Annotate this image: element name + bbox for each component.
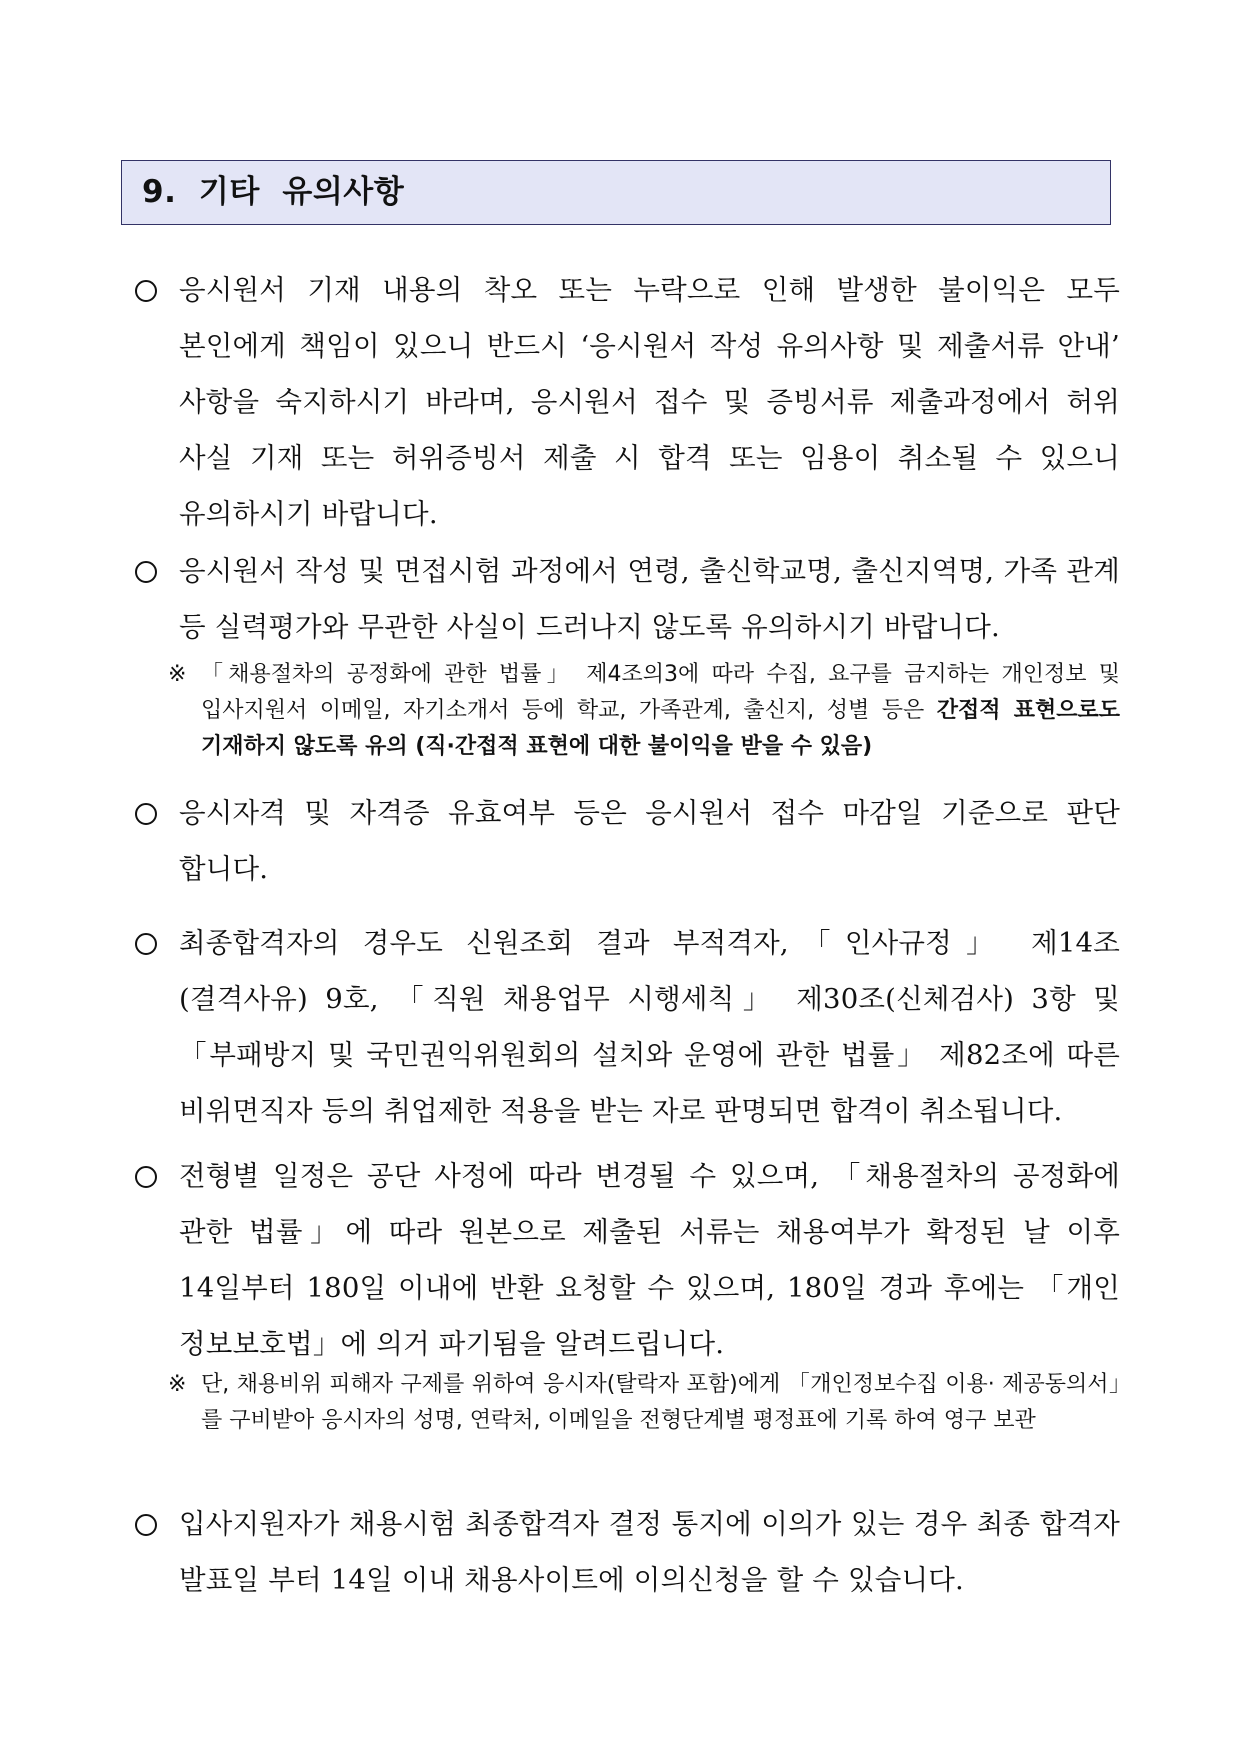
circle-bullet-icon bbox=[135, 1166, 157, 1188]
circle-bullet-icon bbox=[135, 1514, 157, 1536]
note-text bbox=[201, 657, 1120, 765]
list-item bbox=[135, 1496, 1120, 1608]
note bbox=[168, 657, 1120, 765]
circle-bullet-icon bbox=[135, 933, 157, 955]
reference-mark: ※ bbox=[168, 1372, 187, 1397]
circle-bullet-icon bbox=[135, 280, 157, 302]
list-item-text: 전형별 일정은 공단 사정에 따라 변경될 수 있으며, 「채용절차의 공정화에 관한 법률」에 따라 원본으로 제출된 서류는 채용여부가 확정된 날 이후 14일부터 180일 이내에 반환 요청할 수 있으며, 180일 경과 후에는 「개인 정보보호법」에 의거 파기됨을 알려드립니다. bbox=[179, 1160, 1120, 1360]
list-item bbox=[135, 1148, 1120, 1372]
reference-mark: ※ bbox=[168, 662, 187, 687]
circle-bullet-icon bbox=[135, 803, 157, 825]
list-item bbox=[135, 785, 1120, 897]
list-item bbox=[135, 262, 1120, 542]
list-item bbox=[135, 543, 1120, 655]
note-plain-text: 「채용절차의 공정화에 관한 법률」 제4조의3에 따라 수집, 요구를 금지하는 개인정보 및 입사지원서 이메일, 자기소개서 등에 학교, 가족관계, 출신지, 성별 등은 bbox=[201, 662, 1120, 723]
list-item-text: 입사지원자가 채용시험 최종합격자 결정 통지에 이의가 있는 경우 최종 합격자 발표일 부터 14일 이내 채용사이트에 이의신청을 할 수 있습니다. bbox=[179, 1508, 1120, 1596]
note-bold-text: 간접적 표현으로도 기재하지 않도록 유의 (직·간접적 표현에 대한 불이익을 받을 수 있음) bbox=[201, 698, 1120, 759]
circle-bullet-icon bbox=[135, 561, 157, 583]
section-title: 9. 기타 유의사항 bbox=[121, 160, 1111, 225]
list-item bbox=[135, 915, 1120, 1139]
note bbox=[168, 1367, 1120, 1439]
list-item-text: 최종합격자의 경우도 신원조회 결과 부적격자,「인사규정」 제14조(결격사유) 9호, 「직원 채용업무 시행세칙」 제30조(신체검사) 3항 및 「부패방지 및 국민권익위원회의 설치와 운영에 관한 법률」 제82조에 따른 비위면직자 등의 취업제한 적용을 받는 자로 판명되면 합격이 취소됩니다. bbox=[179, 927, 1120, 1127]
list-item-text: 응시원서 기재 내용의 착오 또는 누락으로 인해 발생한 불이익은 모두 본인에게 책임이 있으니 반드시 ‘응시원서 작성 유의사항 및 제출서류 안내’ 사항을 숙지하시기 바라며, 응시원서 접수 및 증빙서류 제출과정에서 허위 사실 기재 또는 허위증빙서 제출 시 합격 또는 임용이 취소될 수 있으니 유의하시기 바랍니다. bbox=[179, 274, 1120, 530]
list-item-text: 응시원서 작성 및 면접시험 과정에서 연령, 출신학교명, 출신지역명, 가족 관계 등 실력평가와 무관한 사실이 드러나지 않도록 유의하시기 바랍니다. bbox=[179, 555, 1120, 643]
list-item-text: 응시자격 및 자격증 유효여부 등은 응시원서 접수 마감일 기준으로 판단 합니다. bbox=[179, 797, 1120, 885]
note-text: 단, 채용비위 피해자 구제를 위하여 응시자(탈락자 포함)에게 「개인정보수집 이용· 제공동의서」를 구비받아 응시자의 성명, 연락처, 이메일을 전형단계별 평정표에 기록 하여 영구 보관 bbox=[201, 1372, 1120, 1433]
